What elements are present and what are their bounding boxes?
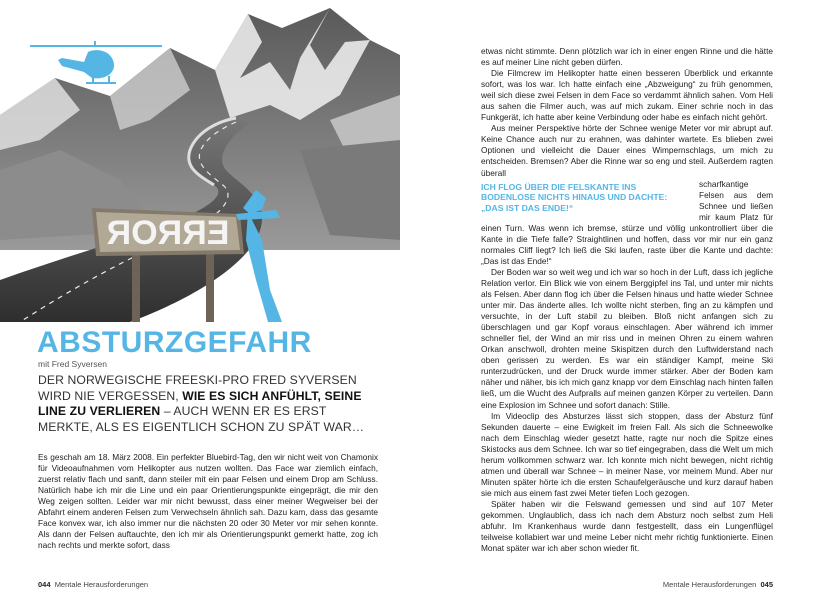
lead-text-end: – AUCH WENN ER ES ERST MERKTE, ALS ES EIGENTLICH SCHON ZU SPÄT WAR… [38, 404, 365, 434]
body-paragraph: Es geschah am 18. März 2008. Ein perfekter Bluebird-Tag, den wir nicht weit von Chamonix für Videoaufnahmen vom Helikopter aus nutzen wollten. Das Face war ziemlich einfach, zuerst relativ flach und sanft, dann steiler mit ein paar Felsen und einem Drop am Schluss. Natürlich habe ich mir die Line und ein paar Orientierungspunkte eingeprägt, die mir den Weg zeigen sollten. Leider war mir nicht bewusst, dass einer meiner Wegweiser bei der Abfahrt einem anderen Felsen zum Verwechseln ähnlich sah. Dazu kam, dass das gesamte Face konvex war, ich also immer nur die nächsten 20 oder 30 Meter vor mir sehen konnte. Als dann der Felsen auftauchte, den ich mir als Orientierungspunkt gemerkt hatte, zog ich nach rechts und merkte sofort, dass [38, 452, 378, 551]
body-paragraph: Der Boden war so weit weg und ich war so hoch in der Luft, dass ich jegliche Relation verlor. Ein Blick wie von einem Berggipfel ins Tal, und unter mir nichts als Felsen. Aber dann flog ich über die Felsen hinaus und hatte wieder Schnee unter mir. Das änderte alles. Ich wollte nicht sterben, fing an zu kämpfen und versuchte, in der Luft stabil zu bleiben. Bloß nicht anfangen sich zu überschlagen und gar Kopf voraus einschlagen. Aber während ich immer schneller fiel, der Wind an mir riss und in meinen Ohren zu einem wahren Orkan anschwoll, drohten meine Skispitzen durch den Luftwiderstand nach oben gerissen zu werden. Es war ein ständiger Kampf, meine Ski runterzudrücken, und der Druck wurde immer stärker. Aber der Boden kam näher und näher, bis ich mich ganz knapp vor dem Einschlag nach hinten fallen ließ, um die Wucht des Aufpralls auf meinen ganzen Körper zu verteilen. Dann eine Explosion im Schnee und sofort danach: Stille. [481, 266, 773, 410]
body-paragraph: Später haben wir die Felswand gemessen und sind auf 107 Meter gekommen. Unglaublich, dass ich nach dem Absturz noch selbst zum Heli abfuhr. Im Krankenhaus wurde dann festgestellt, dass ein Lungenflügel teilweise kollabiert war und meine Leber nicht mehr richtig funktionierte. Einen Monat später war ich aber schon wieder fit. [481, 498, 773, 554]
sign-text: ERROR [106, 214, 230, 252]
lead-highlight: WIE ES SICH ANFÜHLT, SEINE LINE ZU VERLIEREN [38, 388, 362, 419]
body-paragraph: Aus meiner Perspektive hörte der Schnee wenige Meter vor mir abrupt auf. Keine Chance auch nur zu erahnen, was dahinter wartete. Es blieben zwei Optionen und vielleicht die Dauer eines Wimpernschlags, um mich zu entscheiden. Bremsen? Aber die Rinne war so eng und steil. Außerdem ragten überall [481, 123, 773, 178]
body-paragraph: etwas nicht stimmte. Denn plötzlich war ich in einer engen Rinne und die hätte es auf meiner Line nicht geben dürfen. [481, 46, 773, 68]
page-number-left: 044 [38, 580, 51, 589]
body-column-left [38, 452, 378, 551]
footer-right [663, 580, 773, 589]
footer-left [38, 580, 148, 589]
body-paragraph: Die Filmcrew im Helikopter hatte einen besseren Überblick und erkannte sofort, was los war. Ich hatte einfach eine „Abzweigung“ zu früh genommen, weil sich diese zwei Felsen in dem Face so verdammt ähnlich sahen. Vom Heli aus sahen die Filmer auch, was auf mich zukam. Einer schrie noch in das Funkgerät, ich hatte aber keine Verbindung oder habe es einfach nicht gehört. [481, 68, 773, 123]
body-paragraph: Im Videoclip des Absturzes lässt sich stoppen, dass der Absturz fünf Sekunden dauerte – eine Ewigkeit im freien Fall. Als sich die Schneewolke nach dem Einschlag wieder gesetzt hatte, ragte nur noch die Spitze eines Skistocks aus dem Schnee. Ich war so tief eingegraben, dass die Welt um mich herum vollkommen schwarz war. Ich konnte mich nicht bewegen, nicht richtig atmen und überall war Schnee – in meiner Nase, vor meinem Mund. Aber nur Minuten später hörte ich die ersten Schaufelgeräusche und kurz darauf haben sie mich aus einem fast zwei Meter tiefen Loch gezogen. [481, 410, 773, 498]
hero-illustration [0, 0, 400, 322]
article-subtitle: mit Fred Syversen [38, 359, 107, 369]
page-number-right: 045 [760, 580, 773, 589]
article-title: ABSTURZGEFAHR [37, 326, 312, 359]
section-label-right: Mentale Herausforderungen [662, 580, 757, 589]
lead-paragraph [38, 373, 378, 435]
lead-text: DER NORWEGISCHE FREESKI-PRO FRED SYVERSEN WIRD NIE VERGESSEN, [38, 373, 357, 403]
section-label-left: Mentale Herausforderungen [54, 580, 149, 589]
body-paragraph: scharfkantige Felsen aus dem Schnee und ließen mir kaum Platz für einen Turn. Was wenn ich bremse, stürze und völlig unkontrolliert über die Kante in die Tiefe falle? Straightlinen und hoffen, dass vor mir nur ein ganz normales Cliff liegt? Ich ließ die Ski laufen, raste über die Kante und dachte: „Das ist das Ende!“ [481, 178, 773, 266]
body-column-right [481, 46, 773, 554]
pull-quote: ICH FLOG ÜBER DIE FELSKANTE INS BODENLOSE NICHTS HINAUS UND DACHTE: „DAS IST DAS ENDE!“ [481, 181, 668, 213]
